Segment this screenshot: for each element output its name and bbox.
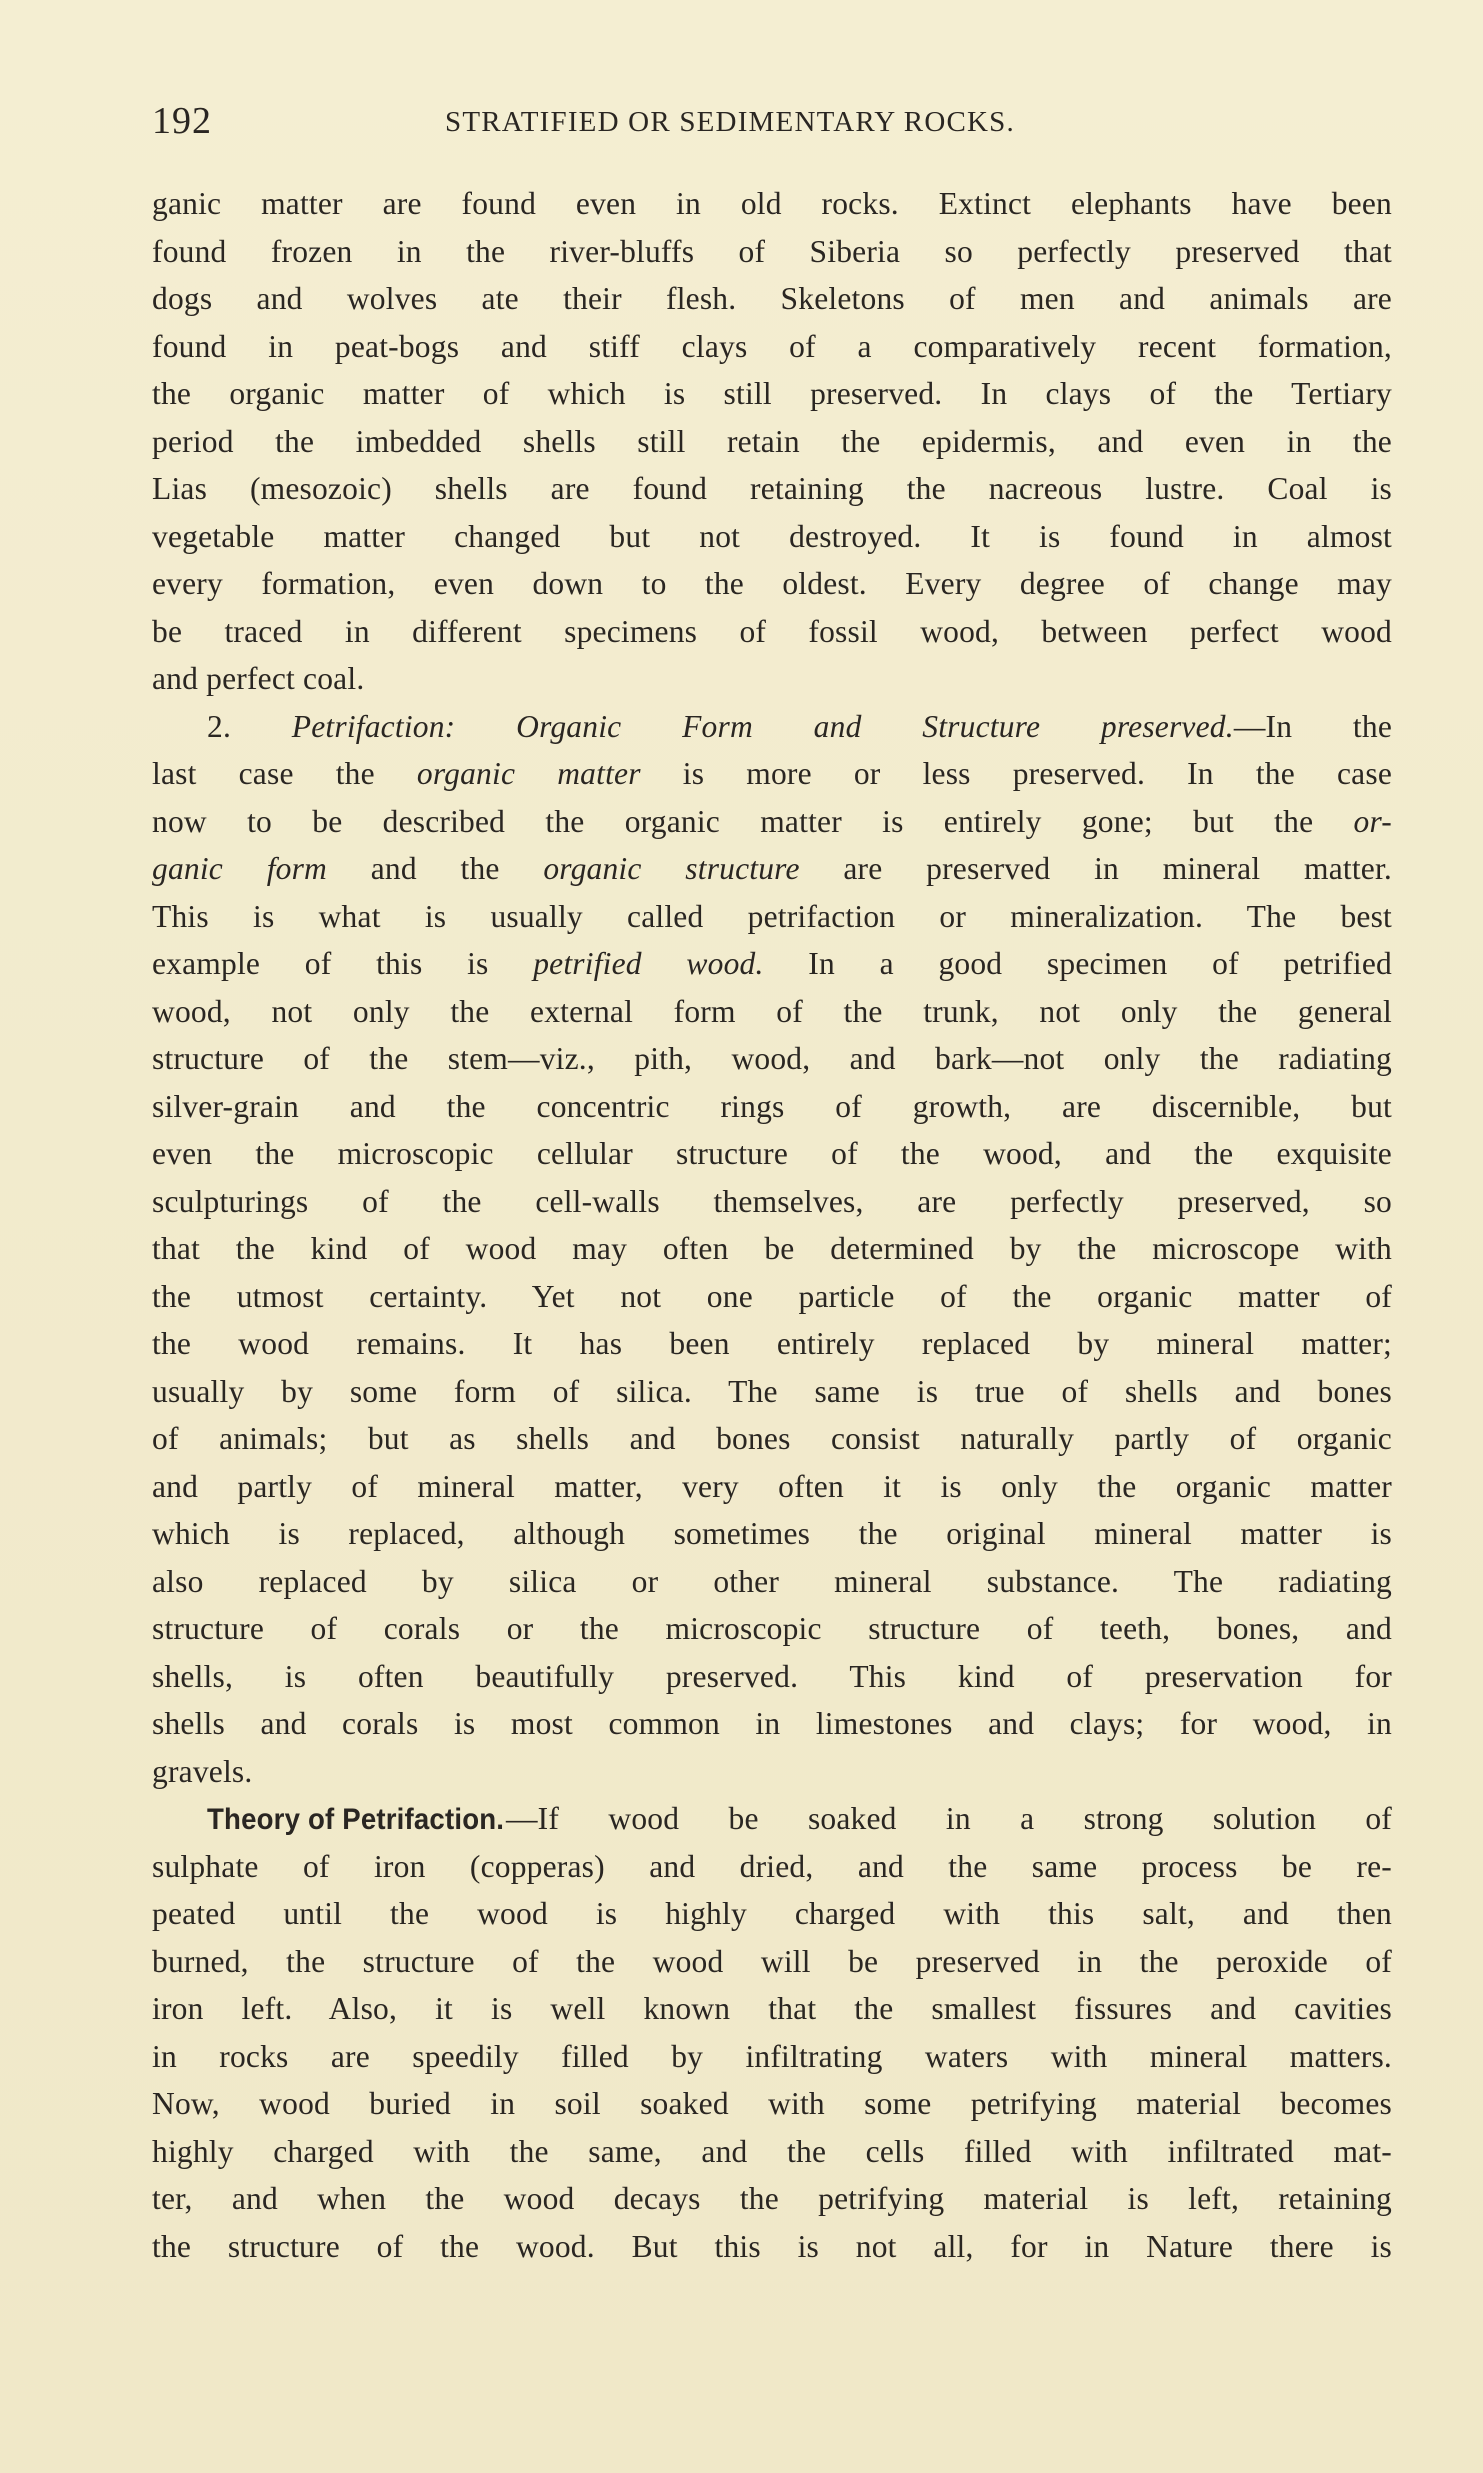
text-line: highly charged with the same, and the cells filled with infiltrated mat- — [152, 2133, 1392, 2169]
text-line: the organic matter of which is still preserved. In clays of the Tertiary — [152, 376, 1392, 411]
text-line: Now, wood buried in soil soaked with some petrifying material becomes — [152, 2086, 1392, 2121]
text-line: that the kind of wood may often be determined by the microscope with — [152, 1231, 1392, 1266]
paragraph-2-line-1 — [152, 703, 1392, 751]
text-line: ter, and when the wood decays the petrifying material is left, retaining — [152, 2181, 1392, 2216]
text-line: dogs and wolves ate their flesh. Skeletons of men and animals are — [152, 281, 1392, 316]
text-fragment: —If wood be soaked in a strong solution of — [505, 1801, 1392, 1836]
text-line: period the imbedded shells still retain the epidermis, and even in the — [152, 423, 1392, 459]
text-line: the structure of the wood. But this is not all, for in Nature there is — [152, 2228, 1392, 2264]
text-line: vegetable matter changed but not destroyed. It is found in almost — [152, 518, 1392, 554]
text-fragment: —In the — [1233, 708, 1392, 744]
text-line: and perfect coal. — [152, 661, 365, 696]
text-line: shells, is often beautifully preserved. This kind of preservation for — [152, 1658, 1392, 1694]
paragraph-3-line-1 — [152, 1795, 1392, 1843]
paragraph-number: 2. — [207, 708, 232, 744]
text-line: in rocks are speedily filled by infiltrating waters with mineral matters. — [152, 2038, 1392, 2074]
running-head: STRATIFIED OR SEDIMENTARY ROCKS. — [445, 106, 1015, 138]
text-line: and partly of mineral matter, very often it is only the organic matter — [152, 1468, 1392, 1504]
text-line: be traced in different specimens of fossil wood, between perfect wood — [152, 613, 1392, 649]
italic-term: petrified wood. — [533, 946, 764, 981]
text-line: sculpturings of the cell-walls themselves, are perfectly preserved, so — [152, 1183, 1392, 1219]
text-line: the wood remains. It has been entirely replaced by mineral matter; — [152, 1326, 1392, 1361]
text-line: gravels. — [152, 1753, 253, 1789]
paragraph-title: Petrifaction: Organic Form and Structure preserved. — [291, 708, 1234, 744]
text-fragment: In a good specimen of petrified — [808, 946, 1392, 981]
text-fragment: example of this is — [152, 946, 489, 981]
text-line: structure of corals or the microscopic structure of teeth, bones, and — [152, 1611, 1392, 1646]
text-line: the utmost certainty. Yet not one particle of the organic matter of — [152, 1278, 1392, 1314]
paragraph-2-line-3 — [152, 798, 1392, 846]
paragraph-2-line-2 — [152, 750, 1392, 798]
section-heading: Theory of Petrifaction. — [207, 1803, 505, 1836]
italic-term: organic structure — [543, 851, 800, 886]
text-line: structure of the stem—viz., pith, wood, and bark—not only the radiating — [152, 1041, 1392, 1076]
text-fragment: last case the — [152, 756, 375, 791]
text-fragment: are preserved in mineral matter. — [843, 851, 1392, 886]
text-line: peated until the wood is highly charged with this salt, and then — [152, 1896, 1392, 1931]
paragraph-2-line-4 — [152, 845, 1392, 893]
text-line: even the microscopic cellular structure of the wood, and the exquisite — [152, 1136, 1392, 1171]
body-text — [152, 180, 1392, 2270]
text-line: wood, not only the external form of the trunk, not only the general — [152, 993, 1392, 1029]
italic-term: ganic form — [152, 851, 328, 886]
paragraph-2-line-5: This is what is usually called petrifaction or mineralization. The best — [152, 898, 1392, 934]
text-fragment: is more or less preserved. In the case — [682, 756, 1392, 791]
text-line: usually by some form of silica. The same is true of shells and bones — [152, 1373, 1392, 1409]
text-line: ganic matter are found even in old rocks. Extinct elephants have been — [152, 186, 1392, 221]
text-line: of animals; but as shells and bones consist naturally partly of organic — [152, 1421, 1392, 1456]
text-line: burned, the structure of the wood will be preserved in the peroxide of — [152, 1943, 1392, 1979]
text-fragment: now to be described the organic matter is entirely gone; but the — [152, 803, 1314, 839]
text-line: iron left. Also, it is well known that the smallest fissures and cavities — [152, 1991, 1392, 2026]
text-line: which is replaced, although sometimes the original mineral matter is — [152, 1516, 1392, 1551]
paragraph-2-line-6 — [152, 940, 1392, 988]
text-line: silver-grain and the concentric rings of growth, are discernible, but — [152, 1088, 1392, 1124]
text-line: sulphate of iron (copperas) and dried, and the same process be re- — [152, 1848, 1392, 1884]
italic-term: organic matter — [416, 756, 641, 791]
italic-term: or- — [1353, 803, 1392, 839]
text-line: shells and corals is most common in limestones and clays; for wood, in — [152, 1706, 1392, 1741]
text-line: every formation, even down to the oldest. Every degree of change may — [152, 566, 1392, 601]
page-number: 192 — [152, 100, 212, 142]
page-header — [152, 96, 1392, 146]
text-line: also replaced by silica or other mineral substance. The radiating — [152, 1563, 1392, 1599]
text-fragment: and the — [370, 851, 500, 886]
text-line: Lias (mesozoic) shells are found retaining the nacreous lustre. Coal is — [152, 471, 1392, 506]
text-line: found frozen in the river-bluffs of Siberia so perfectly preserved that — [152, 233, 1392, 269]
text-line: found in peat-bogs and stiff clays of a comparatively recent formation, — [152, 328, 1392, 364]
